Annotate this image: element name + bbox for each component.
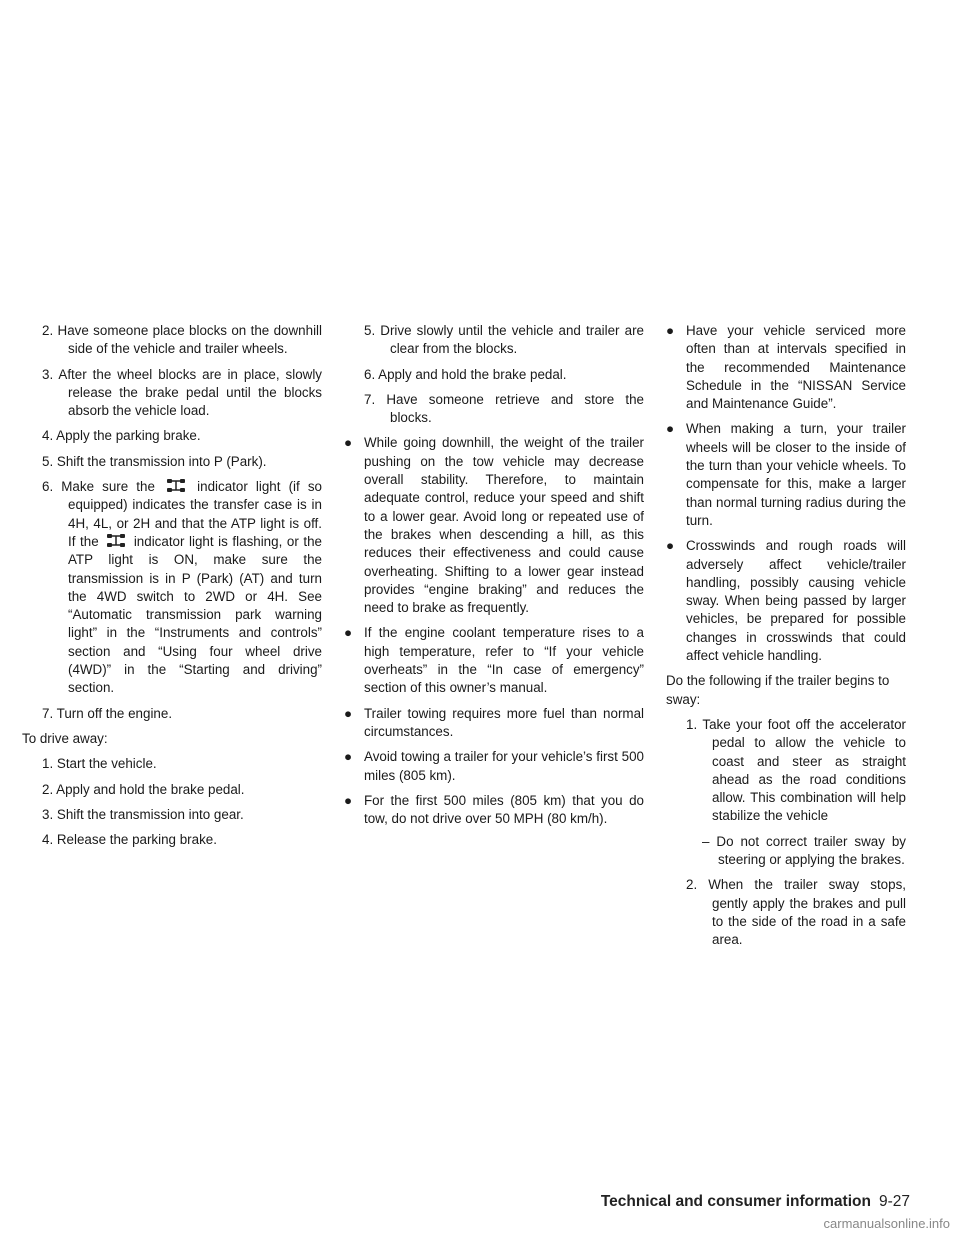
sway-dash-note: – Do not correct trailer sway by steering or applying the brakes. [702, 833, 906, 868]
bullet-text: Crosswinds and rough roads will adversely affect vehicle/trailer handling, possibly causing vehicle sway. When being passed by larger vehicles, be prepared for possible changes in crosswinds that could affect vehicle handling. [686, 538, 906, 664]
bullet-first-miles [344, 748, 644, 785]
drive-away-heading: To drive away: [22, 730, 108, 746]
bullet-coolant [344, 624, 644, 697]
step-7: 7. Turn off the engine. [42, 705, 173, 721]
step-6-text-c: indicator light is flashing, or the ATP light is ON, make sure the transmission is in P (Park) (AT) and turn the 4WD switch to 2WD or 4H. See “Automatic transmission park warning light” in the “Instruments and controls” section and “Using four wheel drive (4WD)” in the “Starting and driving” section. [68, 533, 322, 696]
bullet-text: For the first 500 miles (805 km) that you do tow, do not drive over 50 MPH (80 km/h). [364, 792, 644, 827]
step-7-blocks: 7. Have someone retrieve and store the blocks. [364, 391, 644, 426]
step-2: 2. Have someone place blocks on the downhill side of the vehicle and trailer wheels. [42, 323, 322, 357]
bullet-icon: ● [344, 792, 353, 808]
sway-step-2: 2. When the trailer sway stops, gently apply the brakes and pull to the side of the road in a safe area. [686, 877, 906, 948]
bullet-icon: ● [344, 749, 353, 765]
step-3: 3. After the wheel blocks are in place, slowly release the brake pedal until the blocks absorb the vehicle load. [42, 366, 322, 419]
bullet-icon: ● [666, 323, 675, 338]
sway-intro: Do the following if the trailer begins to sway: [666, 673, 890, 707]
page-footer [590, 1193, 910, 1211]
bullet-text: Trailer towing requires more fuel than normal circumstances. [364, 705, 644, 739]
bullet-icon: ● [666, 538, 675, 554]
column-left [22, 322, 322, 856]
bullet-text: Avoid towing a trailer for your vehicle’s first 500 miles (805 km). [364, 749, 644, 783]
column-right [666, 322, 906, 957]
page-number: 9-27 [878, 1193, 910, 1210]
drive-step-1: 1. Start the vehicle. [42, 756, 157, 772]
bullet-icon: ● [344, 435, 353, 451]
bullet-text: Have your vehicle serviced more often than at intervals specified in the recommended Maintenance Schedule in the “NISSAN Service and Maintenance Guide”. [686, 323, 906, 412]
drive-step-2: 2. Apply and hold the brake pedal. [42, 781, 245, 797]
4wd-indicator-icon [105, 533, 127, 548]
drive-step-3: 3. Shift the transmission into gear. [42, 806, 244, 822]
bullet-service [666, 322, 906, 413]
step-6 [22, 478, 322, 698]
step-5: 5. Shift the transmission into P (Park). [42, 453, 267, 469]
bullet-text: If the engine coolant temperature rises to a high temperature, refer to “If your vehicle overheats” in the “In case of emergency” section of this owner’s manual. [364, 625, 644, 696]
step-6-text-b: indicator light (if so equipped) indicates the transfer case is in 4H, 4L, or 2H and that the ATP light is off. If the [68, 479, 322, 549]
column-middle [344, 322, 644, 835]
bullet-fuel [344, 705, 644, 742]
bullet-icon: ● [344, 705, 353, 721]
section-title: Technical and consumer information [600, 1193, 871, 1210]
bullet-turning [666, 420, 906, 530]
bullet-icon: ● [344, 625, 353, 641]
step-6-brake: 6. Apply and hold the brake pedal. [364, 366, 567, 382]
watermark: carmanualsonline.info [823, 1216, 950, 1231]
bullet-speed-limit [344, 792, 644, 829]
step-6-text-a: 6. Make sure the [42, 479, 155, 495]
bullet-text: While going downhill, the weight of the trailer pushing on the tow vehicle may decrease overall stability. Therefore, to maintain adequate control, reduce your speed and shift to a lower gear. Avoid long or repeated use of the brakes when descending a hill, as this reduces their effectiveness and could cause overheating. Shifting to a lower gear instead provides “engine braking” and reduces the need to brake as frequently. [364, 435, 644, 616]
bullet-icon: ● [666, 421, 675, 437]
bullet-text: When making a turn, your trailer wheels will be closer to the inside of the turn than your vehicle wheels. To compensate for this, make a larger than normal turning radius during the turn. [686, 421, 906, 528]
bullet-crosswinds [666, 537, 906, 665]
step-5-drive: 5. Drive slowly until the vehicle and trailer are clear from the blocks. [364, 323, 644, 357]
step-4: 4. Apply the parking brake. [42, 428, 201, 444]
4wd-indicator-icon [165, 478, 187, 493]
bullet-downhill [344, 434, 644, 617]
sway-step-1: 1. Take your foot off the accelerator pedal to allow the vehicle to coast and steer as straight ahead as the road conditions allow. This combination will help stabilize the vehicle [686, 716, 906, 824]
drive-step-4: 4. Release the parking brake. [42, 832, 217, 848]
